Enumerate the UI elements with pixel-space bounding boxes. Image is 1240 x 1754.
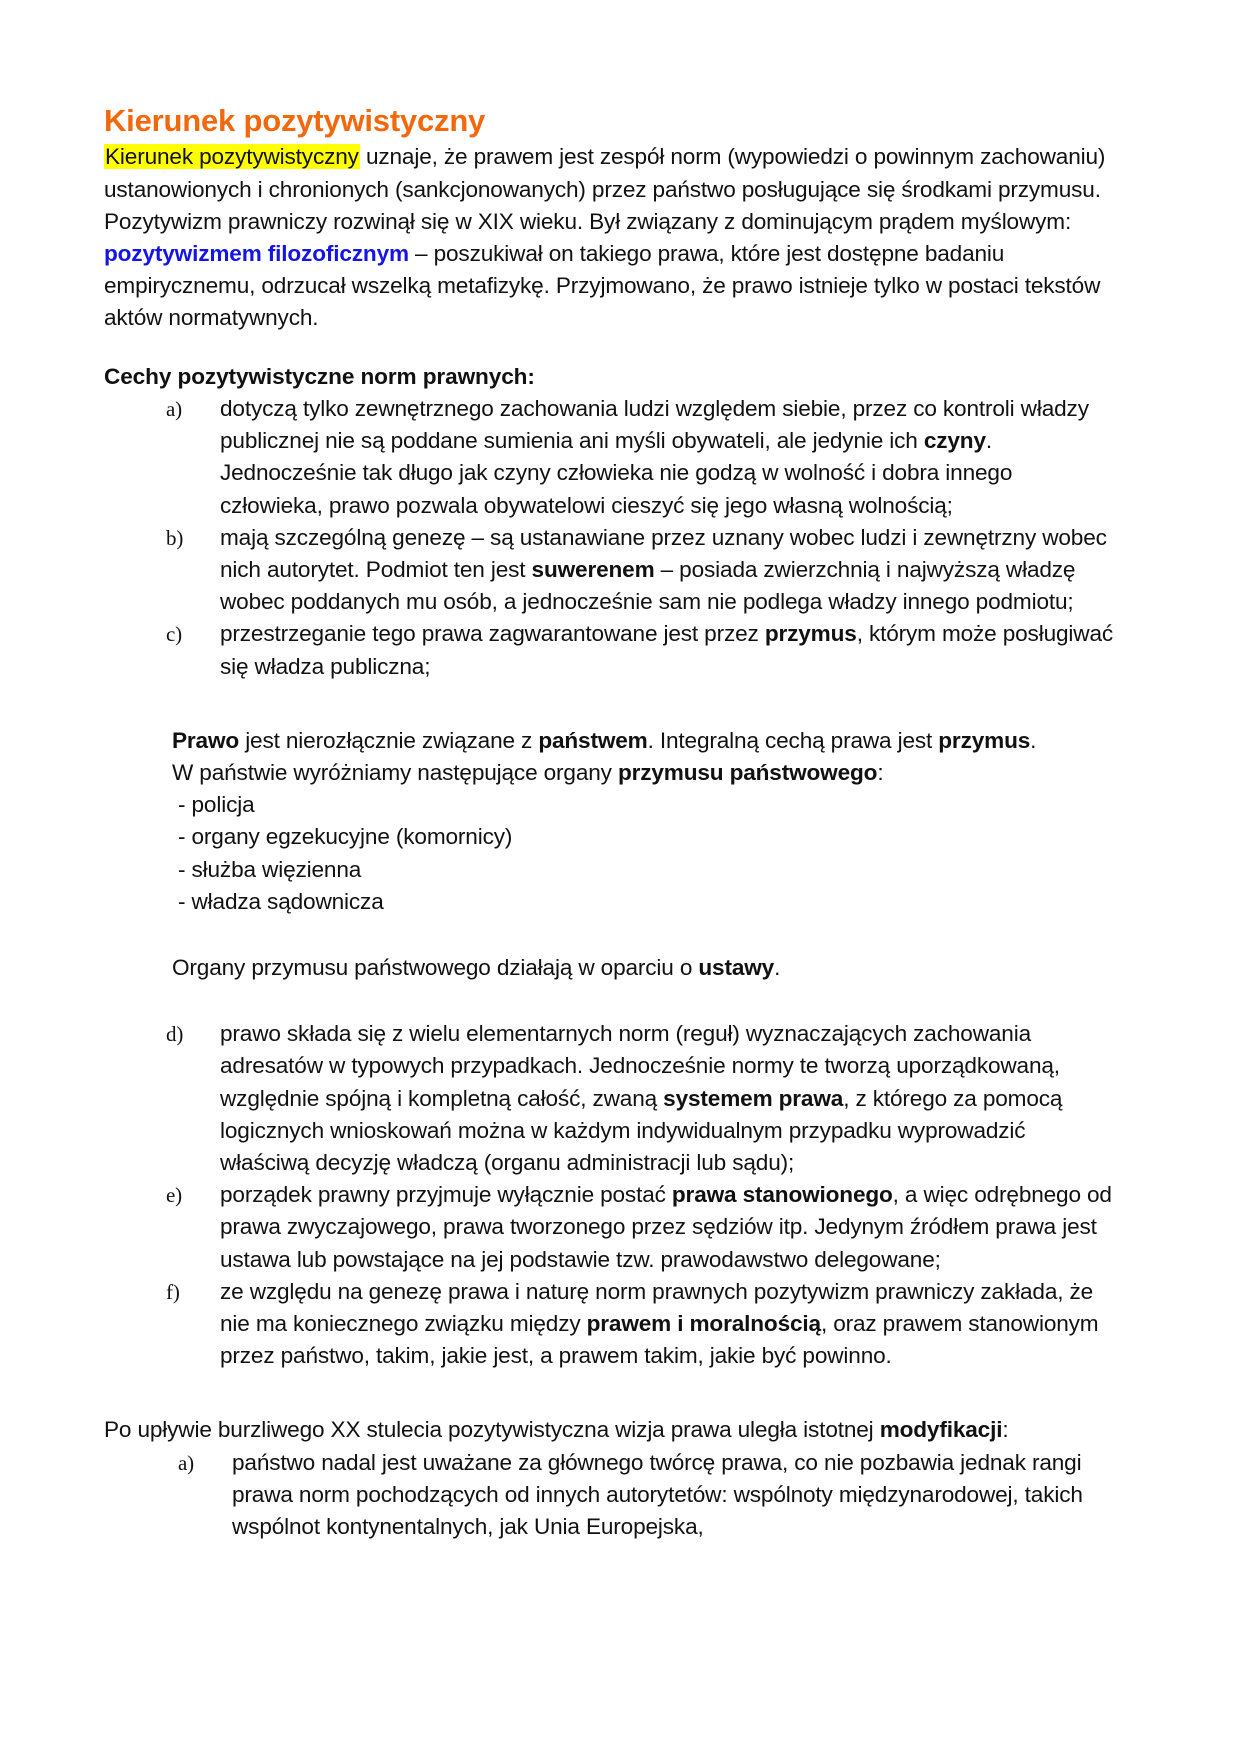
list-item-text-1: ze względu na genezę prawa i naturę norm prawnych pozytywizm prawniczy zakłada, że nie ma koniecznego związku między xyxy=(220,1278,1094,1336)
interlude-bold-prawo: Prawo xyxy=(172,727,240,753)
interlude-paragraph-1 xyxy=(172,725,1122,757)
list-item-text-1: dotyczą tylko zewnętrznego zachowania ludzi względem siebie, przez co kontroli władzy publicznej nie są poddane sumienia ani myśli obywateli, ale jedynie ich xyxy=(220,395,1089,454)
list-item xyxy=(104,1447,1122,1544)
list-item: - organy egzekucyjne (komornicy) xyxy=(178,824,513,850)
list-item-text-2: , którym może posługiwać się władza publiczna; xyxy=(220,621,1114,679)
interlude-bold-panstwem: państwem xyxy=(538,727,648,753)
emphasis-pozytywizm-filozoficzny: pozytywizmem filozoficznym xyxy=(104,241,409,267)
interlude-text-7: . xyxy=(774,954,781,980)
list-item: - policja xyxy=(178,792,255,818)
list-item-body xyxy=(220,393,1122,522)
list-item-text-1: mają szczególną genezę – są ustanawiane przez uznany wobec ludzi i zewnętrzny wobec nich autorytet. Podmiot ten jest xyxy=(220,524,1107,582)
list-item-body xyxy=(220,1179,1122,1276)
interlude-block xyxy=(104,725,1122,789)
list-item xyxy=(104,522,1122,619)
section3-lead xyxy=(104,1414,1122,1446)
list-item-text-1: przestrzeganie tego prawa zagwarantowane jest przez xyxy=(220,621,765,647)
list-marker: c) xyxy=(166,622,183,647)
section-heading-cechy: Cechy pozytywistyczne norm prawnych: xyxy=(104,363,535,389)
interlude-text-4: W państwie wyróżniamy następujące organy xyxy=(172,759,618,785)
intro-paragraph-2-after: – poszukiwał on takiego prawa, które jest dostępne badaniu empirycznemu, odrzucał wszelką metafizykę. Przyjmowano, że prawo istnieje tylko w postaci tekstów aktów normatywnych. xyxy=(104,241,1101,331)
interlude-text-1: jest nierozłącznie związane z xyxy=(239,727,539,753)
interlude-bold-ustawy: ustawy xyxy=(698,954,775,980)
list-item-body xyxy=(220,522,1122,619)
list-item xyxy=(104,618,1122,682)
list-item-bold-1: suwerenem xyxy=(531,556,655,582)
list-marker: d) xyxy=(166,1022,184,1047)
section3-lead-before: Po upływie burzliwego XX stulecia pozytywistyczna wizja prawa uległa istotnej xyxy=(104,1417,880,1443)
alpha-list-cechy-cont xyxy=(104,1018,1122,1372)
interlude-paragraph-2 xyxy=(172,757,1122,789)
list-item-body xyxy=(220,618,1122,682)
interlude-text-2: . Integralną cechą prawa jest xyxy=(647,727,939,753)
list-marker: e) xyxy=(166,1183,183,1208)
list-item-text-2: – posiada zwierzchnią i najwyższą władzę wobec poddanych mu osób, a jednocześnie sam nie podlega władzy innego podmiotu; xyxy=(220,556,1076,615)
list-item xyxy=(104,1276,1122,1373)
spacer xyxy=(104,984,1122,1018)
section3-lead-bold: modyfikacji xyxy=(879,1417,1003,1443)
list-item-body xyxy=(232,1447,1122,1544)
interlude-bold-przymus: przymus xyxy=(938,727,1031,753)
list-item-bold-1: prawa stanowionego xyxy=(671,1182,893,1208)
list-item-text-2: , z którego za pomocą logicznych wnioskowań można w każdym indywidualnym przypadku wyprowadzić właściwą decyzję władczą (organu administracji lub sądu); xyxy=(220,1085,1063,1175)
list-item-text-1: porządek prawny przyjmuje wyłącznie postać xyxy=(220,1182,672,1208)
list-item-body xyxy=(220,1276,1122,1373)
interlude-text-3: . xyxy=(1030,727,1037,753)
spacer xyxy=(104,1372,1122,1414)
list-item: - służba więzienna xyxy=(178,856,362,882)
list-item-body xyxy=(220,1018,1122,1179)
list-item-text-1: państwo nadal jest uważane za głównego twórcę prawa, co nie pozbawia jednak rangi prawa norm pochodzących od innych autorytetów: wspólnoty międzynarodowej, takich wspólnot kontynentalnych, jak Unia Europejska, xyxy=(232,1449,1083,1539)
list-marker: a) xyxy=(178,1450,195,1475)
alpha-list-modyfikacji xyxy=(104,1447,1122,1544)
alpha-list-cechy xyxy=(104,393,1122,683)
list-item-bold-1: prawem i moralnością xyxy=(586,1310,821,1336)
list-item-bold-1: systemem prawa xyxy=(663,1085,844,1111)
interlude-block-2 xyxy=(104,952,1122,984)
list-item-text-2: . Jednocześnie tak długo jak czyny człowieka nie godzą w wolność i dobra innego człowieka, prawo pozwala obywatelowi cieszyć się jego własną wolnością; xyxy=(220,428,1013,518)
list-item-bold-1: czyny xyxy=(923,428,986,454)
intro-paragraph-2 xyxy=(104,206,1122,335)
intro-paragraph-1 xyxy=(104,141,1122,205)
list-item xyxy=(104,1018,1122,1179)
spacer xyxy=(104,918,1122,952)
list-item-text-1: prawo składa się z wielu elementarnych norm (reguł) wyznaczających zachowania adresatów w typowych przypadkach. Jednocześnie normy te tworzą uporządkowaną, względnie spójną i kompletną całość, zwaną xyxy=(220,1021,1060,1111)
list-item-bold-1: przymus xyxy=(764,621,857,647)
list-item xyxy=(104,1179,1122,1276)
interlude-paragraph-3 xyxy=(172,952,1122,984)
list-marker: b) xyxy=(166,525,184,550)
spacer xyxy=(104,335,1122,361)
section3-lead-after: : xyxy=(1002,1417,1009,1443)
interlude-bold-przymusu-panstwowego: przymusu państwowego xyxy=(617,759,878,785)
interlude-text-5: : xyxy=(877,759,884,785)
list-item-text-2: , oraz prawem stanowionym przez państwo, takim, jakie jest, a prawem takim, jakie być powinno. xyxy=(220,1310,1099,1369)
intro-paragraph-1-rest: uznaje, że prawem jest zespół norm (wypowiedzi o powinnym zachowaniu) ustanowionych i chronionych (sankcjonowanych) przez państwo posługujące się środkami przymusu. xyxy=(104,144,1106,202)
intro-paragraph-2-before: Pozytywizm prawniczy rozwinął się w XIX wieku. Był związany z dominującym prądem myślowym: xyxy=(104,208,1072,234)
list-marker: f) xyxy=(166,1279,180,1304)
list-marker: a) xyxy=(166,396,183,421)
organs-list xyxy=(104,789,1122,918)
spacer xyxy=(104,683,1122,725)
highlighted-phrase: Kierunek pozytywistyczny xyxy=(105,144,359,170)
list-item: - władza sądownicza xyxy=(178,888,384,914)
list-item-text-2: , a więc odrębnego od prawa zwyczajowego, prawa tworzonego przez sędziów itp. Jedynym źródłem prawa jest ustawa lub powstające na jej podstawie tzw. prawodawstwo delegowane; xyxy=(220,1182,1112,1272)
page-title: Kierunek pozytywistyczny xyxy=(104,103,486,138)
list-item xyxy=(104,393,1122,522)
interlude-text-6: Organy przymusu państwowego działają w oparciu o xyxy=(172,954,699,980)
